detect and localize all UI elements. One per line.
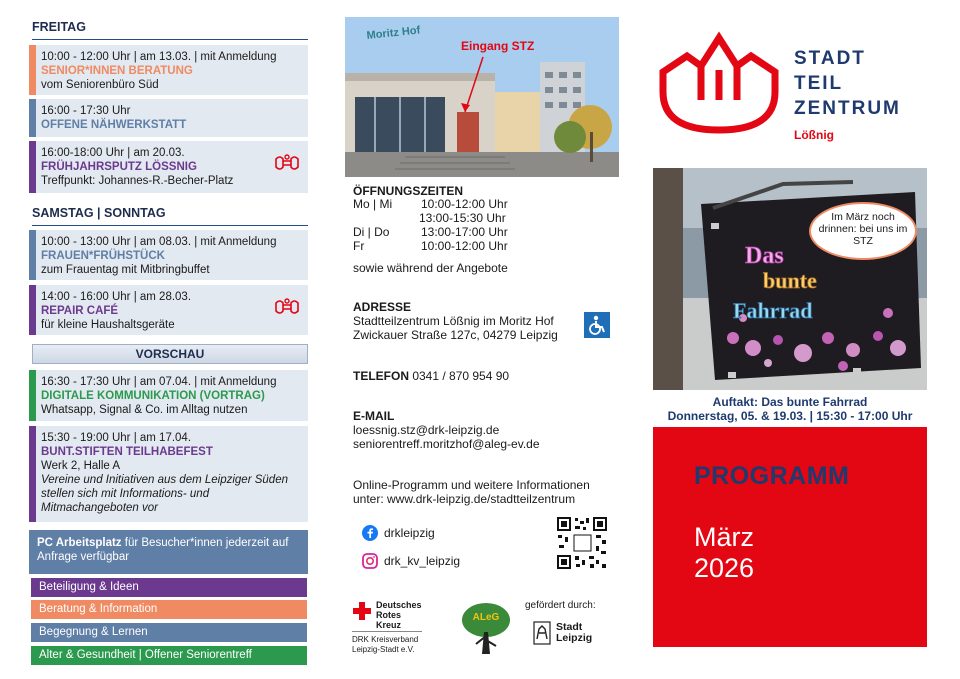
event-time: 16:00-18:00 Uhr | am 20.03. <box>41 147 185 159</box>
event-name: DIGITALE KOMMUNIKATION (VORTRAG) <box>41 390 265 402</box>
hours-days: Mo | Mi <box>353 197 393 211</box>
event-desc: für kleine Haushaltsgeräte <box>41 319 175 331</box>
address-line-2: Zwickauer Straße 127c, 04279 Leipzig <box>353 328 558 342</box>
drk-line-3: Kreuz <box>376 620 402 630</box>
category-bar <box>29 99 36 137</box>
event-spring-cleaning <box>29 141 308 193</box>
event-note: Vereine und Initiativen aus dem Leipziger Süden stellen sich mit Informations- und Mitmachangeboten vor <box>41 474 288 514</box>
legend-learning: Begegnung & Lernen <box>31 623 307 642</box>
category-bar <box>29 230 36 280</box>
indoor-notice-bubble: Im März noch drinnen: bei uns im STZ <box>809 202 917 260</box>
event-teilhabefest <box>29 426 308 522</box>
event-name: SENIOR*INNEN BERATUNG <box>41 65 193 77</box>
event-time: 15:30 - 19:00 Uhr | am 17.04. <box>41 432 192 444</box>
facebook-handle: drkleipzig <box>384 526 435 540</box>
bike-photo <box>653 168 927 390</box>
qr-code-icon[interactable] <box>556 516 608 570</box>
kickoff-title: Auftakt: Das bunte Fahrrad <box>712 395 868 409</box>
bike-illustration <box>653 168 927 390</box>
building-sign: Moritz Hof <box>366 24 421 42</box>
phone-label: TELEFON <box>353 369 409 383</box>
event-time: 10:00 - 13:00 Uhr | am 08.03. | mit Anmeldung <box>41 236 277 248</box>
weekend-heading: SAMSTAG | SONNTAG <box>32 206 308 226</box>
event-time: 10:00 - 12:00 Uhr | am 13.03. | mit Anmeldung <box>41 51 277 63</box>
event-sewing <box>29 99 308 137</box>
email-link-1[interactable]: loessnig.stz@drk-leipzig.de <box>353 423 500 437</box>
helping-hands-icon <box>274 297 300 317</box>
event-name: BUNT.STIFTEN TEILHABEFEST <box>41 446 213 458</box>
logo-word-1: STADT <box>794 48 866 69</box>
event-desc: zum Frauentag mit Mitbringbuffet <box>41 264 210 276</box>
event-digital-communication <box>29 370 308 421</box>
phone-number[interactable]: 0341 / 870 954 90 <box>409 369 510 383</box>
category-bar <box>29 45 36 95</box>
friday-heading: FREITAG <box>32 20 308 40</box>
drk-sub-2: Leipzig-Stadt e.V. <box>352 645 415 654</box>
address-line-1: Stadtteilzentrum Lößnig im Moritz Hof <box>353 314 554 328</box>
hours-note: sowie während der Angebote <box>353 261 508 275</box>
email-heading: E-MAIL <box>353 409 395 423</box>
pc-workplace-title: PC Arbeitsplatz <box>37 537 122 549</box>
pc-workplace-text: für Besucher*innen jederzeit auf Anfrage verfügbar <box>37 537 289 563</box>
leipzig-lion-icon <box>533 621 551 645</box>
event-repair-cafe <box>29 285 308 335</box>
instagram-icon <box>362 553 378 569</box>
event-desc: Whatsapp, Signal & Co. im Alltag nutzen <box>41 404 248 416</box>
drk-line-2: Rotes <box>376 610 402 620</box>
hours-time: 13:00-17:00 Uhr <box>421 225 508 239</box>
event-desc: vom Seniorenbüro Süd <box>41 79 159 91</box>
instagram-handle: drk_kv_leipzig <box>384 554 461 568</box>
legend-seniors: Alter & Gesundheit | Offener Seniorentreff <box>31 646 307 665</box>
facebook-icon <box>362 525 378 541</box>
program-title: PROGRAMM <box>694 462 850 490</box>
online-info-1: Online-Programm und weitere Informationen <box>353 478 590 492</box>
address-heading: ADRESSE <box>353 300 412 314</box>
event-time: 16:30 - 17:30 Uhr | am 07.04. | mit Anmeldung <box>41 376 277 388</box>
program-month <box>694 522 754 584</box>
aleg-tree-logo <box>460 600 512 656</box>
city-leipzig <box>556 622 592 644</box>
event-time: 14:00 - 16:00 Uhr | am 28.03. <box>41 291 192 303</box>
event-senior-advice <box>29 45 308 95</box>
city-line-1: Stadt <box>556 621 583 633</box>
online-info-2[interactable]: unter: www.drk-leipzig.de/stadtteilzentrum <box>353 492 576 506</box>
building-photo <box>345 17 619 177</box>
event-desc: Treffpunkt: Johannes-R.-Becher-Platz <box>41 175 234 187</box>
helping-hands-icon <box>274 153 300 173</box>
pc-workplace-note <box>29 530 308 574</box>
event-name: FRÜHJAHRSPUTZ LÖSSNIG <box>41 161 197 173</box>
drk-subtitle <box>352 635 418 655</box>
event-name: REPAIR CAFÉ <box>41 305 119 317</box>
category-bar <box>29 370 36 421</box>
category-bar <box>29 141 36 193</box>
drk-line-1: Deutsches <box>376 600 422 610</box>
drk-sub-1: DRK Kreisverband <box>352 635 419 644</box>
legend-advice: Beratung & Information <box>31 600 307 619</box>
legend-participation: Beteiligung & Ideen <box>31 578 307 597</box>
logo-word-2: TEIL <box>794 73 844 94</box>
entrance-label: Eingang STZ <box>461 39 535 53</box>
month-name: März <box>694 522 754 552</box>
kickoff-dates: Donnerstag, 05. & 19.03. | 15:30 - 17:00 Uhr <box>667 409 913 423</box>
building-illustration <box>345 17 619 177</box>
phone-line <box>353 369 509 383</box>
facebook-link[interactable] <box>362 525 435 541</box>
instagram-link[interactable] <box>362 553 460 569</box>
event-time: 16:00 - 17:30 Uhr <box>41 105 131 117</box>
event-name: OFFENE NÄHWERKSTATT <box>41 119 187 131</box>
funded-by: gefördert durch: <box>525 600 596 611</box>
event-desc: Werk 2, Halle A <box>41 460 121 472</box>
city-line-2: Leipzig <box>556 632 593 644</box>
red-cross-icon <box>352 601 372 621</box>
aleg-text: ALeG <box>472 612 500 623</box>
logo-subtitle: Lößnig <box>794 128 834 142</box>
hours-days: Fr <box>353 239 365 253</box>
preview-heading: VORSCHAU <box>32 344 308 364</box>
bike-text-3: Fahrrad <box>733 298 813 323</box>
logo-word-3: ZENTRUM <box>794 98 901 119</box>
bike-text-1: Das <box>745 243 784 269</box>
drk-logo-text <box>376 600 422 630</box>
hours-time: 13:00-15:30 Uhr <box>419 211 506 225</box>
hours-time: 10:00-12:00 Uhr <box>421 239 508 253</box>
event-name: FRAUEN*FRÜHSTÜCK <box>41 250 165 262</box>
wheelchair-access-icon <box>584 312 610 338</box>
hours-days: Di | Do <box>353 225 390 239</box>
category-bar <box>29 426 36 522</box>
month-year: 2026 <box>694 553 755 583</box>
email-link-2[interactable]: seniorentreff.moritzhof@aleg-ev.de <box>353 437 540 451</box>
event-womens-breakfast <box>29 230 308 280</box>
hours-time: 10:00-12:00 Uhr <box>421 197 508 211</box>
bike-text-2: bunte <box>763 268 817 293</box>
opening-hours-heading: ÖFFNUNGSZEITEN <box>353 184 463 198</box>
category-bar <box>29 285 36 335</box>
stadtteilzentrum-logo-icon <box>657 30 781 136</box>
